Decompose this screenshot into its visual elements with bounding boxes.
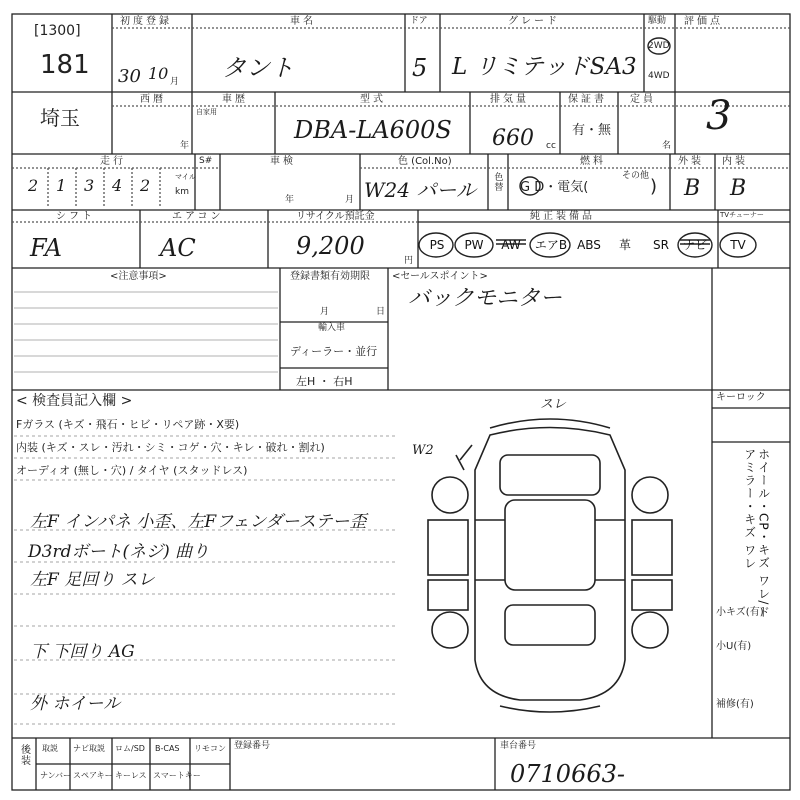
recycle-unit: 円 [404, 256, 414, 266]
equip-navi: ナビ [682, 238, 707, 252]
recycle-value: 9,200 [296, 232, 365, 260]
windshield [500, 455, 600, 495]
lot-number: 181 [40, 50, 90, 80]
ac-value: AC [160, 234, 196, 262]
color-change-label: 色替 [492, 172, 503, 192]
car-name-value: タント [222, 54, 294, 82]
roof [505, 500, 595, 590]
shaken-month-unit: 月 [345, 195, 355, 205]
inspector-glass: Fガラス (キズ・飛石・ヒビ・リペア跡・X要) [16, 418, 240, 431]
inspector-note-3: 左F 足回り スレ [30, 570, 155, 590]
equip-airbag: エアB [534, 238, 568, 252]
door-fr [632, 520, 672, 575]
rear-window [505, 605, 595, 645]
fuel-options: G D・電気( [520, 180, 589, 195]
guarantee-label: 保証書 [568, 94, 607, 105]
equip-sr: SR [653, 238, 669, 252]
fuel-close: ) [650, 176, 658, 197]
shift-value: FA [30, 234, 62, 262]
fuel-other: その他 [622, 171, 650, 181]
rear-bumper [500, 706, 600, 712]
mileage-unit: km [175, 187, 189, 197]
inspector-note-1: 左F インパネ 小歪、左Fフェンダーステー歪 [30, 512, 367, 532]
inspector-note-4: 下 下回り AG [30, 642, 135, 662]
model-label: 型式 [360, 94, 386, 105]
door-rl [428, 580, 468, 610]
steering-value: 左H ・ 右H [296, 375, 353, 388]
equip-aw: AW [501, 238, 521, 252]
wheel-rr [632, 612, 668, 648]
drive-2wd: 2WD [648, 41, 670, 51]
drive-4wd: 4WD [648, 71, 670, 81]
shaken-year-unit: 年 [285, 195, 295, 205]
diagram-left-mark: W2 [412, 443, 434, 458]
chassis-value: 0710663- [510, 760, 625, 788]
sales-point-label: <セールスポイント> [392, 271, 488, 282]
s-label: S# [199, 156, 213, 166]
import-value: ディーラー・並行 [290, 345, 378, 358]
shaken-label: 車検 [270, 156, 296, 167]
ac-label: エアコン [172, 211, 224, 222]
mileage-digit-2: 1 [56, 176, 67, 195]
equip-abs: ABS [577, 238, 601, 252]
exterior-label: 外装 [678, 156, 704, 167]
footer-keyless: キーレス [115, 771, 147, 780]
footer-remote: リモコン [194, 744, 226, 753]
footer-spare-key: スペアキー [73, 771, 113, 780]
notes-label: <注意事項> [110, 271, 167, 282]
grade-label: グレード [508, 16, 560, 27]
door-rr [632, 580, 672, 610]
fuel-label: 燃料 [580, 156, 606, 167]
door-fl [428, 520, 468, 575]
inspector-audio-tire: オーディオ (無し・穴) / タイヤ (スタッドレス) [16, 464, 248, 477]
grade-value: L リミテッドSA3 [452, 54, 637, 80]
tuner-label: TVチューナー [720, 211, 764, 219]
car-outline [475, 428, 625, 701]
score-label: 評価点 [684, 16, 723, 27]
color-value: W24 パール [364, 178, 476, 202]
mileage-digit-1: 2 [28, 176, 39, 195]
shift-label: シフト [56, 211, 95, 222]
score-value: 3 [706, 93, 732, 139]
footer-manual: 取説 [42, 744, 58, 753]
equip-tv: TV [730, 238, 746, 252]
reg-number-label: 登録番号 [234, 741, 271, 751]
footer-rom-sd: ロム/SD [115, 744, 145, 753]
mileage-digit-3: 3 [84, 176, 95, 195]
western-label: 西暦 [140, 94, 166, 105]
legend-small-u: 小U(有) [716, 641, 752, 652]
lot-prefix: [1300] [34, 23, 81, 39]
exterior-value: B [684, 176, 701, 201]
displacement-value: 660 [492, 126, 534, 151]
equip-label: 純正装備品 [530, 211, 595, 222]
footer-number: ナンバー [40, 771, 72, 780]
drive-label: 駆動 [648, 16, 667, 26]
region-value: 埼玉 [40, 106, 80, 130]
reg-day-unit: 日 [376, 307, 386, 317]
doors-label: ドア [410, 16, 428, 26]
color-label: 色 (Col.No) [398, 156, 452, 167]
sales-point-value: バックモニター [408, 286, 563, 311]
reg-month-unit: 月 [320, 307, 330, 317]
reg-expiry-label: 登録書類有効期限 [290, 271, 370, 282]
recycle-label: リサイクル預託金 [296, 211, 375, 222]
equip-leather: 革 [618, 238, 631, 252]
displacement-unit: cc [546, 141, 556, 151]
mileage-label: 走行 [100, 156, 126, 167]
legend-small-scratch: 小キズ(有) [716, 607, 764, 618]
mileage-digit-4: 4 [112, 176, 123, 195]
inspector-interior: 内装 (キズ・スレ・汚れ・シミ・コゲ・穴・キレ・破れ・割れ) [16, 441, 325, 454]
wheel-fr [632, 477, 668, 513]
car-diagram [420, 397, 680, 720]
inspector-note-2: D3rdボート(ネジ) 曲り [28, 542, 210, 562]
footer-col-label: 後装 [18, 744, 30, 766]
first-reg-month-unit: 月 [170, 77, 180, 87]
footer-smart-key: スマートキー [153, 771, 201, 780]
first-reg-month: 10 [148, 64, 169, 83]
equip-ps: PS [429, 238, 445, 252]
wheel-rl [432, 612, 468, 648]
equip-pw: PW [464, 238, 484, 252]
guarantee-value: 有・無 [572, 123, 612, 138]
car-name-label: 車名 [290, 16, 316, 27]
capacity-unit: 名 [662, 141, 672, 151]
diagram-top-mark: スレ [540, 397, 567, 412]
model-value: DBA-LA600S [294, 116, 452, 144]
mileage-unit-top: マイル [175, 173, 196, 181]
doors-value: 5 [412, 54, 428, 82]
first-reg-value: 30 [118, 66, 141, 87]
interior-value: B [730, 176, 747, 201]
first-reg-label: 初度登録 [120, 16, 172, 27]
chassis-label: 車台番号 [500, 741, 537, 751]
displacement-label: 排気量 [490, 94, 529, 105]
diagram-legend-vertical: ホイール・CP・キズ ワレ/ドアミラー・キズ ワレ [742, 448, 771, 619]
mileage-digit-5: 2 [140, 176, 151, 195]
keylock-label: キーロック [716, 392, 766, 403]
interior-label: 内装 [722, 156, 748, 167]
front-bumper [490, 419, 610, 428]
history-label: 車歴 [222, 94, 248, 105]
legend-repair: 補修(有) [716, 699, 754, 710]
wheel-fl [432, 477, 468, 513]
footer-navi-manual: ナビ取説 [73, 744, 105, 753]
inspector-note-5: 外 ホイール [30, 694, 121, 714]
import-label: 輸入車 [318, 323, 346, 333]
year-unit: 年 [180, 141, 190, 151]
history-note: 自家用 [196, 108, 217, 116]
capacity-label: 定員 [630, 94, 656, 105]
inspector-title: < 検査員記入欄 > [16, 393, 133, 409]
footer-bcas: B-CAS [155, 744, 180, 753]
